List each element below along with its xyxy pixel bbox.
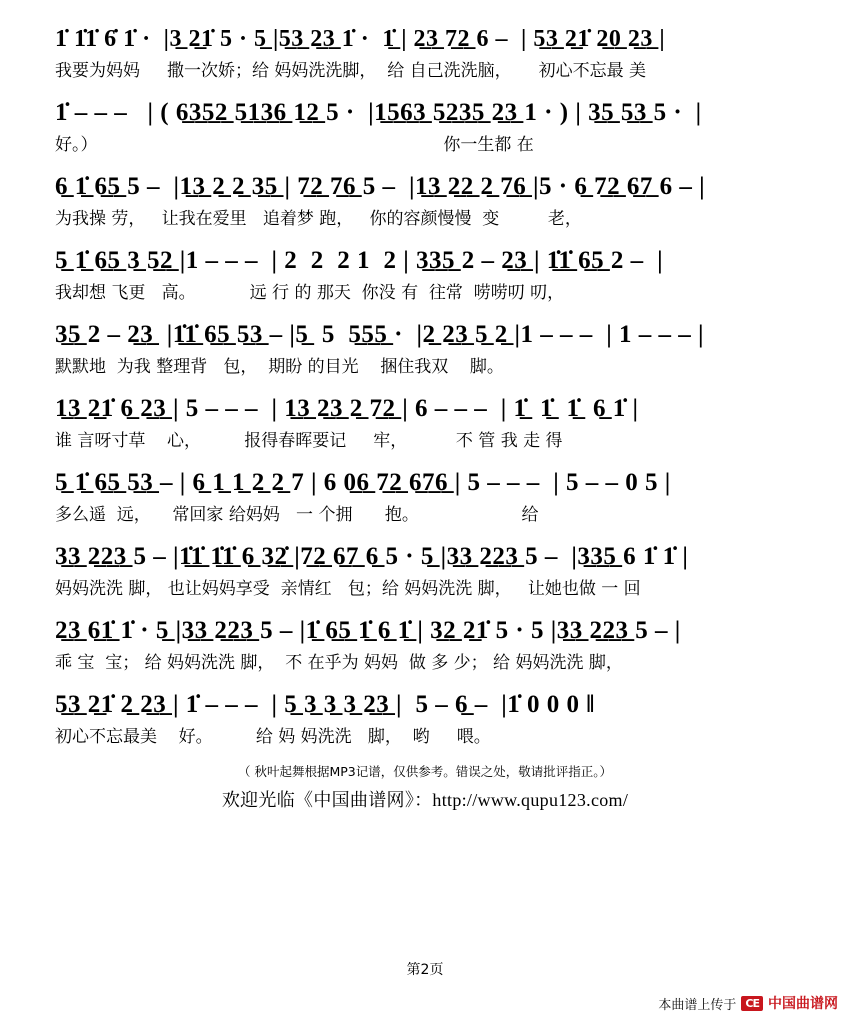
notation-line: 1̇ 1̇1̇ 6̇ 1̇ · |3̲ 2̲1̇ 5 · 5̲ |5̲3̲ 2̲3̲ 1̇ · 1̲̇ | 2̲3̲ 7̲2̲ 6 – | 5̲3̲ 2̲1̇ 2̲0̲ 2̲3̲ | [55, 26, 666, 52]
notation-line: 6̲ 1̲̇ 6̲5̲ 5 – |1̲3̲ 2̲ 2̲ 3̲5̲ | 7̲2̲ 7̲6̲ 5 – |1̲3̲ 2̲2̲ 2̲ 7̲6̲ |5 · 6̲ 7̲2̲ 6̲7̲ 6 – | [55, 173, 706, 200]
lyrics-line: 默默地 为我 整理背 包， 期盼 的目光 捆住我双 脚。 [55, 357, 504, 377]
music-system [55, 96, 795, 160]
notation-line: 1̇ – – – | ( 6̲3̲5̲2̲ 5̲1̲3̲6̲ 1̲2̲ 5 · |1̲5̲6̲3̲ 5̲2̲3̲5̲ 2̲3̲ 1 · ) | 3̲5̲ 5̲3̲ 5 · | [55, 99, 702, 126]
site-logo-icon: CE [741, 996, 763, 1011]
website-line: 欢迎光临《中国曲谱网》：http://www.qupu123.com/ [221, 790, 629, 810]
lyrics-line: 妈妈洗洗 脚， 也让妈妈享受 亲情红 包；给 妈妈洗洗 脚， 让她也做 一 回 [55, 579, 641, 599]
lyrics-line: 初心不忘最美 好。 给 妈 妈洗洗 脚， 哟 喂。 [55, 727, 491, 747]
credit-prefix: 本曲谱上传于 [658, 997, 737, 1013]
music-system [55, 466, 795, 530]
notation-line: 5̲ 1̲̇ 6̲5̲ 5̲3̲ – | 6̲ 1̲ 1̲ 2̲ 2̲ 7 | 6 0̲6̲ 7̲2̲ 6̲7̲6̲ | 5 – – – | 5 – – 0 5 | [55, 469, 671, 496]
notation-line: 5̲ 1̲̇ 6̲5̲ 3̲ 5̲2̲ |1 – – – | 2 2 2 1 2 | 3̲3̲5̲ 2 – 2̲3̲ | 1̲̇1̲̇ 6̲5̲ 2 – | [55, 247, 664, 274]
music-system [55, 688, 795, 752]
lyrics-line: 为我操 劳， 让我在爱里 追着梦 跑， 你的容颜慢慢 变 老， [55, 209, 582, 229]
lyrics-line: 我却想 飞更 高。 远 行 的 那天 你没 有 往常 唠唠叨 叨， [55, 283, 565, 303]
lyrics-line: 我要为妈妈 撒一次娇；给 妈妈洗洗脚， 给 自己洗洗脑， 初心不忘最 美 [55, 61, 647, 81]
lyrics-line: 谁 言呀寸草 心， 报得春晖要记 牢， 不 管 我 走 得 [55, 431, 563, 451]
site-brand-name: 中国曲谱网 [768, 996, 838, 1012]
transcription-note: （ 秋叶起舞根据MP3记谱，仅供参考。错误之处，敬请批评指正。） [237, 764, 612, 779]
lyrics-line: 多么遥 远， 常回家 给妈妈 一 个拥 抱。 给 [55, 505, 539, 525]
notation-line: 3̲5̲ 2 – 2̲3̲ |1̲̇1̲̇ 6̲5̲ 5̲3̲ – |5̲ 5 5̲5̲5̲ · |2̲ 2̲3̲ 5̲ 2̲ |1 – – – | 1 – – – | [55, 321, 704, 348]
lyrics-line: 好。） 你一生都 在 [55, 135, 534, 155]
page-number: 第2页 [406, 962, 444, 978]
music-system [55, 318, 795, 382]
music-system [55, 540, 795, 604]
music-system [55, 170, 795, 234]
notation-line: 2̲3̲ 6̲1̲̇ 1̇ · 5̲ |3̲3̲ 2̲2̲3̲ 5 – |1̲̇ 6̲5̲ 1̲̇ 6̲ 1̲̇ | 3̲2̲ 2̲1̇ 5 · 5 |3̲3̲ 2̲2̲3̲ 5 – | [55, 617, 681, 644]
music-system [55, 244, 795, 308]
notation-line: 1̲3̲ 2̲1̇ 6̲ 2̲3̲ | 5 – – – | 1̲3̲ 2̲3̲ 2̲ 7̲2̲ | 6 – – – | 1̲̇ 1̲̇ 1̲̇ 6̲ 1̇ | [55, 395, 639, 422]
notation-line: 3̲3̲ 2̲2̲3̲ 5 – |1̲̇1̲̇ 1̲̇1̲̇ 6̲ 3̲2̲̇ |7̲2̲ 6̲7̲ 6̲ 5 · 5̲ |3̲3̲ 2̲2̲3̲ 5 – |3̲3̲5̲ 6 1̇ 1̇ | [55, 543, 689, 570]
music-system [55, 392, 795, 456]
music-system [55, 614, 795, 678]
notation-line: 5̲3̲ 2̲1̇ 2̲ 2̲3̲ | 1̇ – – – | 5̲ 3̲ 3̲ 3̲ 2̲3̲ | 5 – 6̲ – |1̇ 0 0 0 ‖ [55, 691, 595, 718]
uploader-credit [658, 993, 838, 1013]
music-system [55, 22, 795, 86]
lyrics-line: 乖 宝 宝； 给 妈妈洗洗 脚， 不 在乎为 妈妈 做 多 少； 给 妈妈洗洗 脚， [55, 653, 623, 673]
